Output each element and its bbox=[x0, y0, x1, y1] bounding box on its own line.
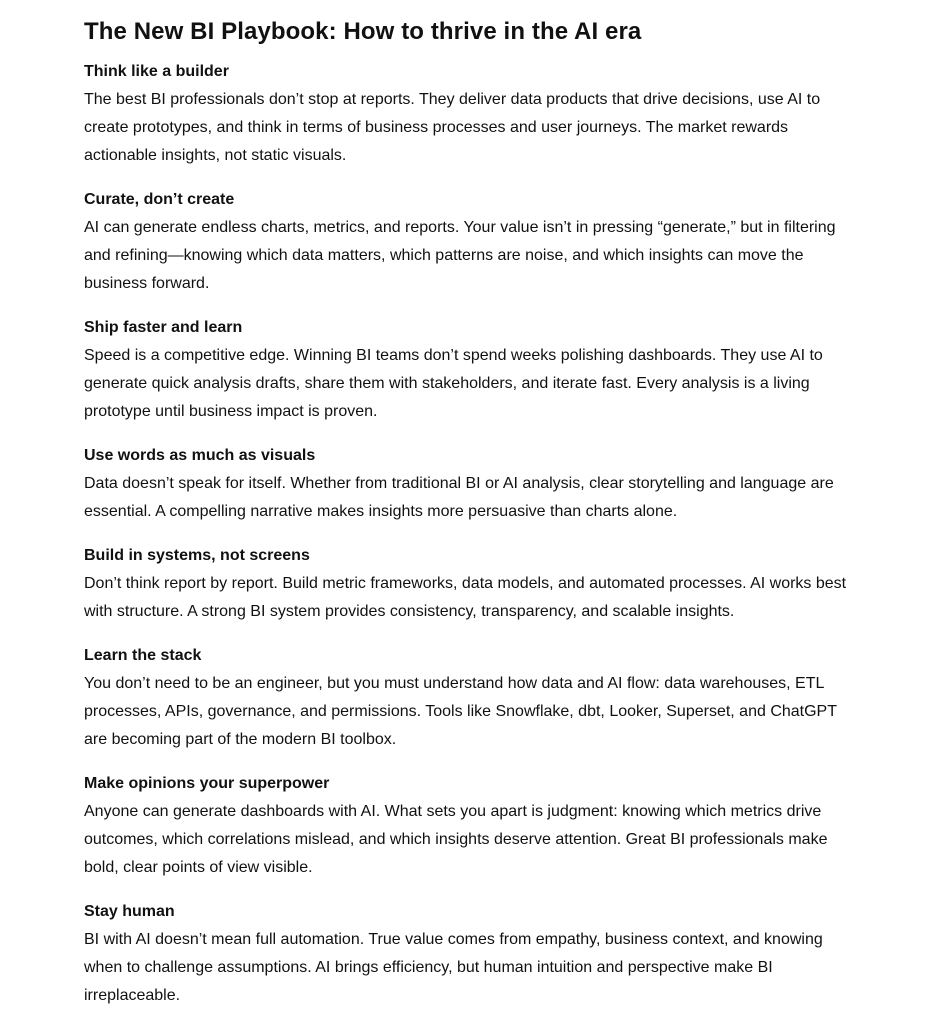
section-heading: Make opinions your superpower bbox=[84, 775, 330, 792]
section-heading: Curate, don’t create bbox=[84, 191, 235, 208]
document-title: The New BI Playbook: How to thrive in the AI era bbox=[84, 18, 642, 45]
section-curate-dont-create bbox=[84, 186, 854, 298]
section-heading: Use words as much as visuals bbox=[84, 447, 316, 464]
section-heading: Stay human bbox=[84, 903, 175, 920]
section-body: The best BI professionals don’t stop at reports. They deliver data products that drive decisions, use AI to create prototypes, and think in terms of business processes and user journeys. The market rewards actionable insights, not static visuals. bbox=[84, 91, 821, 164]
section-ship-faster-and-learn bbox=[84, 314, 854, 426]
section-heading: Learn the stack bbox=[84, 647, 202, 664]
section-learn-the-stack bbox=[84, 642, 854, 754]
section-body: Data doesn’t speak for itself. Whether from traditional BI or AI analysis, clear storytelling and language are essential. A compelling narrative makes insights more persuasive than charts alone. bbox=[84, 475, 834, 520]
section-body: You don’t need to be an engineer, but you must understand how data and AI flow: data warehouses, ETL processes, APIs, governance, and permissions. Tools like Snowflake, dbt, Looker, Superset, and ChatGPT are becoming part of the modern BI toolbox. bbox=[84, 675, 837, 748]
section-list bbox=[84, 58, 854, 1010]
section-make-opinions-your-superpower bbox=[84, 770, 854, 882]
section-heading: Ship faster and learn bbox=[84, 319, 243, 336]
section-body: BI with AI doesn’t mean full automation. True value comes from empathy, business context, and knowing when to challenge assumptions. AI brings efficiency, but human intuition and perspective make BI irreplaceable. bbox=[84, 931, 823, 1004]
section-body: Anyone can generate dashboards with AI. What sets you apart is judgment: knowing which metrics drive outcomes, which correlations mislead, and which insights deserve attention. Great BI professionals make bold, clear points of view visible. bbox=[84, 803, 828, 876]
section-body: Speed is a competitive edge. Winning BI teams don’t spend weeks polishing dashboards. They use AI to generate quick analysis drafts, share them with stakeholders, and iterate fast. Every analysis is a living prototype until business impact is proven. bbox=[84, 347, 823, 420]
section-body: AI can generate endless charts, metrics, and reports. Your value isn’t in pressing “generate,” but in filtering and refining—knowing which data matters, which patterns are noise, and which insights can move the business forward. bbox=[84, 219, 836, 292]
section-body: Don’t think report by report. Build metric frameworks, data models, and automated processes. AI works best with structure. A strong BI system provides consistency, transparency, and scalable insights. bbox=[84, 575, 847, 620]
section-stay-human bbox=[84, 898, 854, 1010]
section-use-words-as-much-as-visuals bbox=[84, 442, 854, 526]
section-think-like-a-builder bbox=[84, 58, 854, 170]
section-build-in-systems bbox=[84, 542, 854, 626]
section-heading: Build in systems, not screens bbox=[84, 547, 310, 564]
section-heading: Think like a builder bbox=[84, 63, 229, 80]
